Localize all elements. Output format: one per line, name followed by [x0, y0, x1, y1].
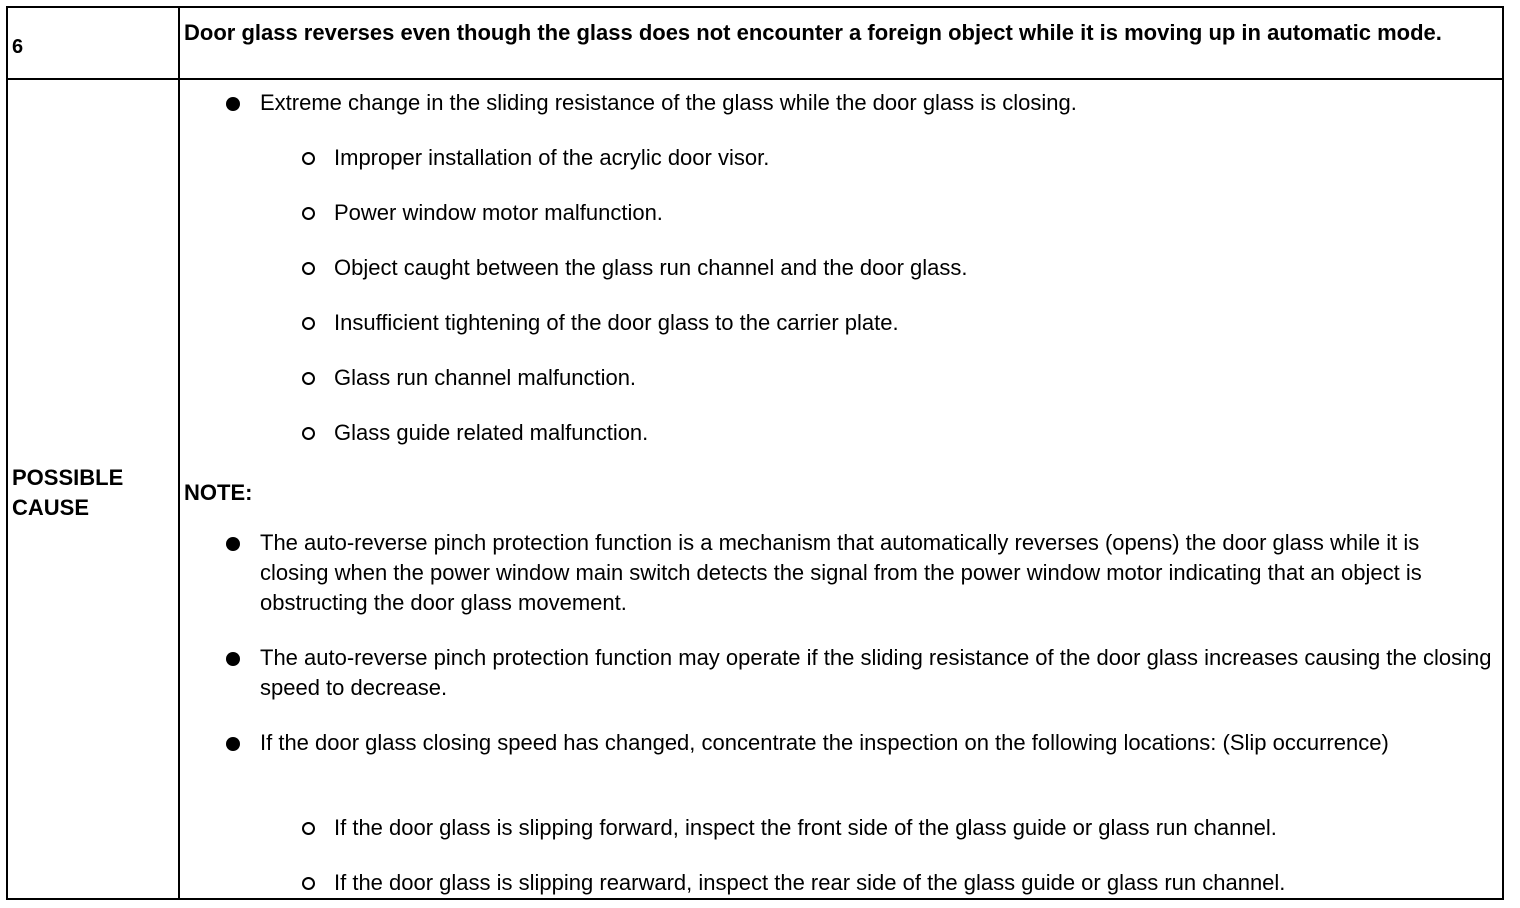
open-bullet-icon: [302, 877, 315, 890]
open-bullet-icon: [302, 427, 315, 440]
filled-bullet-icon: [226, 97, 240, 111]
cause-sub-text: Improper installation of the acrylic door visor.: [334, 145, 770, 170]
open-bullet-icon: [302, 262, 315, 275]
column-divider: [178, 8, 180, 898]
open-bullet-icon: [302, 152, 315, 165]
filled-bullet-icon: [226, 652, 240, 666]
cause-sub-text: Insufficient tightening of the door glass to the carrier plate.: [334, 310, 899, 335]
cause-sub-text: Power window motor malfunction.: [334, 200, 663, 225]
open-bullet-icon: [302, 822, 315, 835]
open-bullet-icon: [302, 207, 315, 220]
diagnostic-table: [6, 6, 1504, 900]
row-number: 6: [12, 36, 24, 58]
open-bullet-icon: [302, 317, 315, 330]
cause-sub-text: Glass run channel malfunction.: [334, 365, 637, 390]
row-divider: [8, 78, 1502, 80]
note-heading: NOTE:: [184, 480, 253, 505]
note-sub-text: If the door glass is slipping forward, inspect the front side of the glass guide or glass run channel.: [334, 815, 1277, 840]
note-text: The auto-reverse pinch protection function may operate if the sliding resistance of the door glass increases causing the closing speed to decrease.: [260, 645, 1492, 700]
possible-cause-label: POSSIBLE CAUSE: [12, 465, 124, 520]
cause-main-text: Extreme change in the sliding resistance of the glass while the door glass is closing.: [260, 90, 1077, 115]
note-sub-text: If the door glass is slipping rearward, inspect the rear side of the glass guide or glass run channel.: [334, 870, 1286, 895]
cause-sub-text: Object caught between the glass run channel and the door glass.: [334, 255, 968, 280]
filled-bullet-icon: [226, 737, 240, 751]
open-bullet-icon: [302, 372, 315, 385]
cause-sub-text: Glass guide related malfunction.: [334, 420, 649, 445]
note-text: The auto-reverse pinch protection function is a mechanism that automatically reverses (opens) the door glass while it is closing when the power window main switch detects the signal from the power window motor indicating that an object is obstructing the door glass movement.: [260, 530, 1422, 615]
filled-bullet-icon: [226, 537, 240, 551]
note-text: If the door glass closing speed has changed, concentrate the inspection on the following locations: (Slip occurrence): [260, 730, 1389, 755]
symptom-title: Door glass reverses even though the glass does not encounter a foreign object while it is moving up in automatic mode.: [184, 20, 1442, 45]
